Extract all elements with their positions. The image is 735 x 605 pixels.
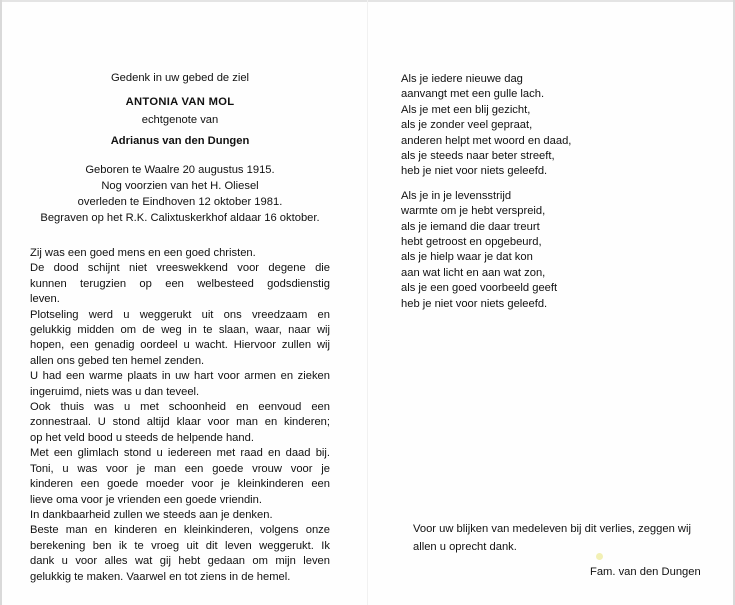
text-line: kinderen een goede moeder voor je kleinkinderen een	[30, 478, 330, 491]
thanks-line: Voor uw blijken van medeleven bij dit verlies, zeggen wij	[413, 523, 691, 535]
poem-line: als je hielp waar je dat kon	[401, 251, 533, 264]
text-line: lieve oma voor je vrienden een goede vriendin.	[30, 493, 262, 506]
paragraph	[30, 308, 330, 370]
prayer-request: Gedenk in uw gebed de ziel	[110, 72, 250, 84]
relation-text: echtgenote van	[141, 114, 219, 126]
text-line: op het veld bood u steeds de helpende hand.	[30, 431, 254, 444]
text-line: De dood schijnt niet vreeswekkend voor degene die	[30, 262, 330, 275]
text-line: leven.	[30, 293, 60, 306]
spouse-name: Adrianus van den Dungen	[110, 135, 250, 147]
birth-line: Geboren te Waalre 20 augustus 1915.	[85, 164, 275, 176]
text-line: Beste man en kinderen en kleinkinderen, volgens onze	[30, 524, 330, 537]
poem-stanza-2	[401, 189, 711, 312]
poem-line: als je een goed voorbeeld geeft	[401, 282, 558, 295]
paragraph	[30, 508, 330, 523]
thanks-line: allen u oprecht dank.	[413, 541, 517, 553]
text-line: hopen, een genadig oordeel u wacht. Hiervoor zullen wij	[30, 339, 330, 352]
poem-line: Als je in je levensstrijd	[401, 189, 512, 202]
paragraph	[30, 246, 330, 261]
paragraph	[30, 261, 330, 307]
paragraph	[30, 523, 330, 585]
poem-line: Als je iedere nieuwe dag	[401, 73, 523, 85]
text-line: U had een warme plaats in uw hart voor armen en zieken	[30, 370, 330, 383]
right-page	[401, 72, 711, 312]
paragraph	[30, 446, 330, 508]
left-page	[30, 70, 330, 585]
memorial-text	[30, 246, 330, 585]
sacrament-line: Nog voorzien van het H. Oliesel	[101, 180, 259, 192]
text-line: Toni, u was voor je man een goede vrouw voor je	[30, 462, 330, 475]
thanks-note	[413, 520, 713, 556]
text-line: kunnen terugzien op een welbesteed godsdienstig	[30, 277, 330, 290]
text-line: ingeruimd, niets was u dan teveel.	[30, 385, 200, 398]
family-signature: Fam. van den Dungen	[590, 566, 701, 578]
text-line: allen ons gebed ten hemel zenden.	[30, 354, 205, 367]
poem-line: als je iemand die daar treurt	[401, 220, 540, 233]
text-line: dank u voor alles wat gij hebt gedaan om mijn leven	[30, 555, 330, 568]
poem-line: heb je niet voor niets geleefd.	[401, 165, 548, 178]
text-line: berekening ben ik te vroeg uit dit leven weggerukt. Ik	[30, 539, 330, 552]
text-line: In dankbaarheid zullen we steeds aan je denken.	[30, 508, 273, 521]
poem-line: warmte om je hebt verspreid,	[401, 205, 546, 218]
text-line: gelukkig midden om de weg in te slaan, waar, naar wij	[30, 324, 330, 337]
poem-line: aanvangt met een gulle lach.	[401, 88, 545, 101]
burial-line: Begraven op het R.K. Calixtuskerkhof aldaar 16 oktober.	[40, 212, 320, 224]
memorial-header	[30, 70, 330, 226]
card-edge-left	[0, 0, 2, 605]
paragraph	[30, 369, 330, 400]
poem-line: als je zonder veel gepraat,	[401, 119, 533, 132]
text-line: Zij was een goed mens en een goed christen.	[30, 247, 256, 259]
poem-line: hebt getroost en opgebeurd,	[401, 236, 542, 249]
paragraph	[30, 400, 330, 446]
text-line: gelukkig te maken. Vaarwel en tot ziens in de hemel.	[30, 570, 291, 583]
poem-line: als je steeds naar beter streeft,	[401, 150, 555, 163]
text-line: Ook thuis was u met schoonheid en eenvoud een	[30, 401, 330, 414]
poem-line: aan wat licht en aan wat zon,	[401, 266, 546, 279]
text-line: Met een glimlach stond u iedereen met raad en daad bij.	[30, 447, 330, 460]
print-blemish	[596, 553, 603, 560]
death-line: overleden te Eindhoven 12 oktober 1981.	[77, 196, 283, 208]
poem-line: anderen helpt met woord en daad,	[401, 134, 572, 147]
deceased-name: ANTONIA VAN MOL	[125, 96, 235, 108]
poem-line: Als je met een blij gezicht,	[401, 103, 531, 116]
text-line: Plotseling werd u weggerukt uit ons vreedzaam en	[30, 308, 330, 321]
poem-line: heb je niet voor niets geleefd.	[401, 297, 548, 310]
text-line: zonnestraal. U stond altijd klaar voor man en kinderen;	[30, 416, 330, 429]
poem-stanza-1	[401, 72, 711, 180]
card-fold	[367, 0, 368, 605]
